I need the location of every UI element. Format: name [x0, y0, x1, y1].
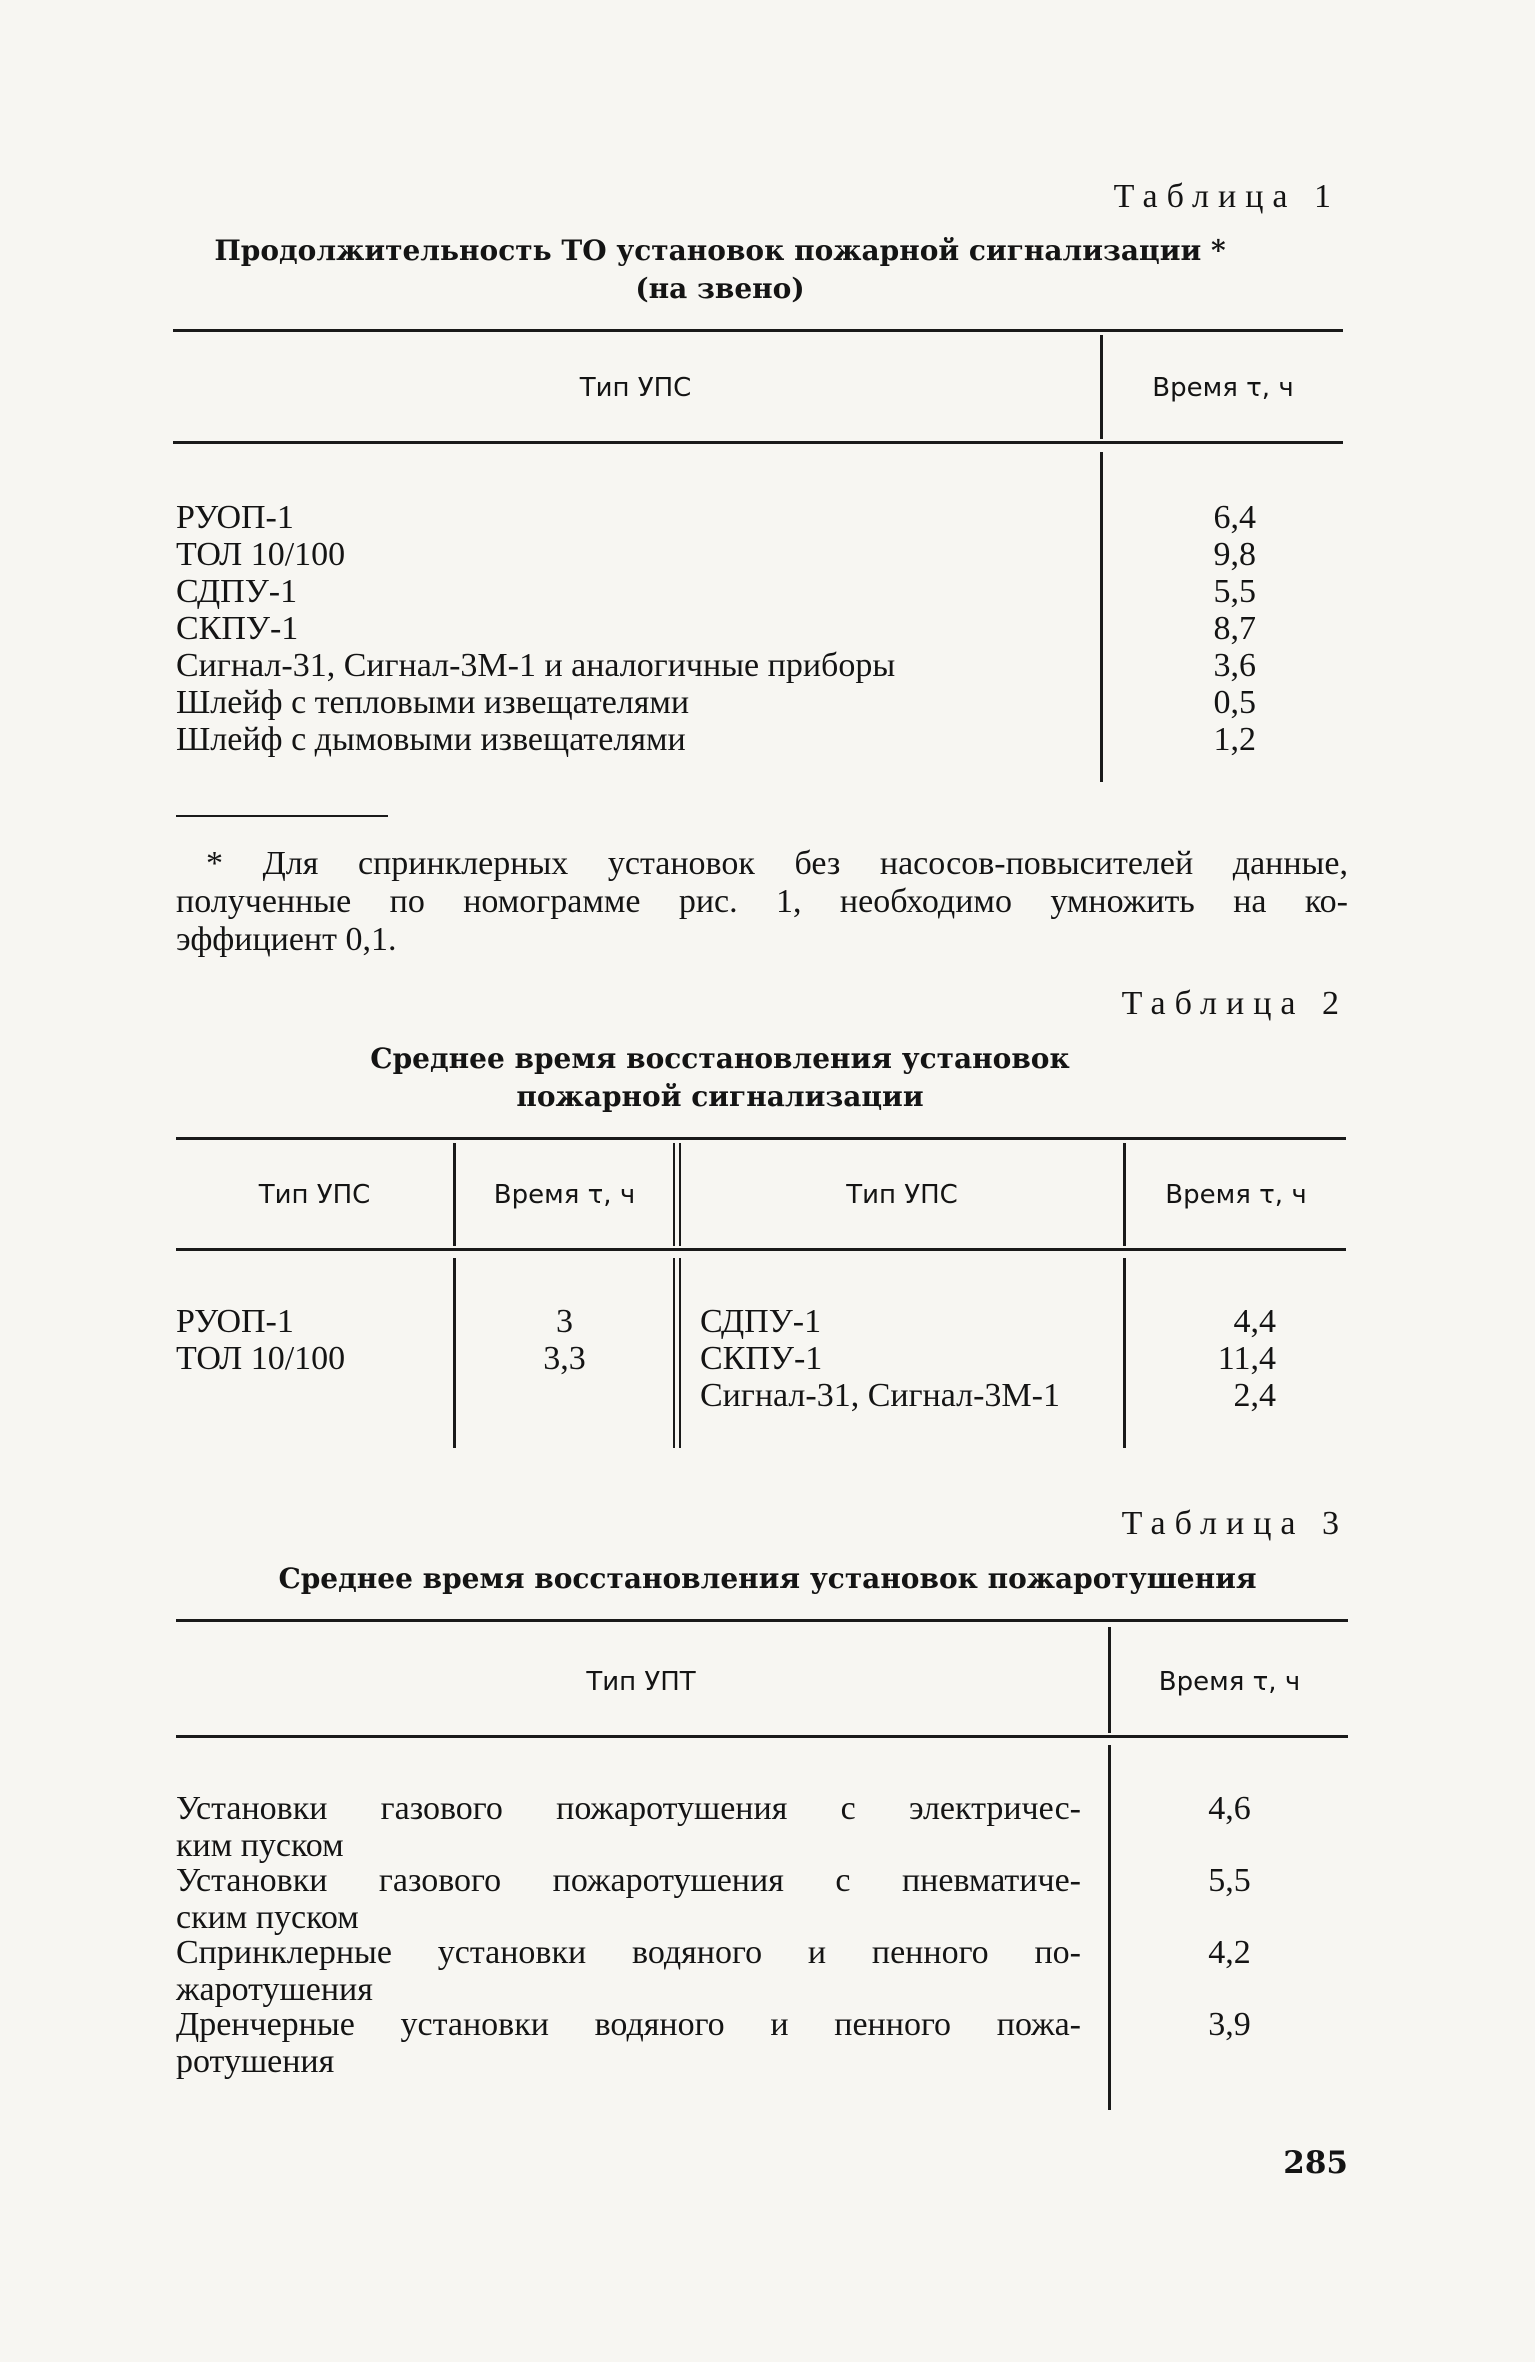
table2-col-time-header-right: Время τ, ч — [1165, 1180, 1307, 1210]
table1-row-type: Сигнал-31, Сигнал-3М-1 и аналогичные приборы — [176, 647, 896, 684]
table2-header-double-divider — [673, 1143, 681, 1246]
table1-row-time: 8,7 — [1213, 610, 1256, 647]
table3-row-time: 3,9 — [1208, 2006, 1251, 2043]
table2-body-double-divider — [673, 1258, 681, 1448]
table3-header-rule — [176, 1735, 1348, 1738]
table1-row-time: 1,2 — [1213, 721, 1256, 758]
table3-row-type-cont: жаротушения — [176, 1971, 373, 2008]
table1-row-type: Шлейф с дымовыми извещателями — [176, 721, 686, 758]
table2-row-time: 2,4 — [1233, 1377, 1276, 1414]
table1-col-time-header: Время τ, ч — [1152, 373, 1294, 403]
table2-title-line2: пожарной сигнализации — [516, 1080, 924, 1113]
table2-row-time: 4,4 — [1233, 1303, 1276, 1340]
table2-header-rule — [176, 1248, 1346, 1251]
table2-top-rule — [176, 1137, 1346, 1140]
table2-row-type: СДПУ-1 — [700, 1303, 822, 1340]
table2-row-time: 11,4 — [1217, 1340, 1276, 1377]
table1-title-line1: Продолжительность ТО установок пожарной сигнализации * — [214, 234, 1226, 267]
table1-row-type: Шлейф с тепловыми извещателями — [176, 684, 690, 721]
footnote — [176, 845, 1348, 959]
table3-row-type-cont: ским пуском — [176, 1899, 359, 1936]
table2-row-time: 3,3 — [543, 1340, 586, 1377]
table1-body-divider — [1100, 452, 1103, 782]
table1-caption: Таблица 1 — [1113, 178, 1340, 215]
table3-row-time: 4,6 — [1208, 1790, 1251, 1827]
table1-row-type: РУОП-1 — [176, 499, 294, 536]
table2-col-type-header-left: Тип УПС — [258, 1180, 371, 1210]
table3-row-time: 5,5 — [1208, 1862, 1251, 1899]
table3-row-type: Установки газового пожаротушения с электричес- — [176, 1790, 1081, 1827]
table2-col-time-header-left: Время τ, ч — [493, 1180, 636, 1210]
footnote-line: полученные по номограмме рис. 1, необходимо умножить на ко- — [176, 883, 1348, 920]
table2-body-divider — [1123, 1258, 1126, 1448]
table2-left-type-column — [176, 1303, 446, 1377]
page-number: 285 — [1283, 2145, 1348, 2181]
table3-row — [176, 1790, 1081, 1864]
table2-right-time-column — [1170, 1303, 1276, 1414]
table3-caption: Таблица 3 — [1121, 1505, 1348, 1542]
table3-row-type-cont: ким пуском — [176, 1827, 344, 1864]
table1-row-type: СКПУ-1 — [176, 610, 299, 647]
table3-row-time: 4,2 — [1208, 1934, 1251, 1971]
table3-col-time-header: Время τ, ч — [1158, 1667, 1301, 1697]
table1-row-time: 6,4 — [1213, 499, 1256, 536]
footnote-line: эффициент 0,1. — [176, 921, 397, 958]
table1-row-time: 5,5 — [1213, 573, 1256, 610]
table1-title-line2: (на звено) — [635, 272, 805, 305]
table3-row-type: Установки газового пожаротушения с пневматиче- — [176, 1862, 1081, 1899]
table1-time-column — [1150, 499, 1256, 758]
table2-left-time-column — [456, 1303, 673, 1377]
table1-row-time: 0,5 — [1213, 684, 1256, 721]
table1-row-type: ТОЛ 10/100 — [176, 536, 346, 573]
table1-top-rule — [173, 329, 1343, 332]
table2-caption: Таблица 2 — [1121, 985, 1348, 1022]
table3-row — [176, 1934, 1081, 2008]
footnote-line: * Для спринклерных установок без насосов-повысителей данные, — [206, 845, 1348, 882]
table3-row-type: Спринклерные установки водяного и пенного по- — [176, 1934, 1081, 1971]
table1-row-time: 3,6 — [1213, 647, 1256, 684]
table3-row-type-cont: ротушения — [176, 2043, 335, 2080]
table3-row — [176, 1862, 1081, 1936]
table2-title-line1: Среднее время восстановления установок — [370, 1042, 1070, 1075]
table2-row-time: 3 — [556, 1303, 573, 1340]
table2-col-type-header-right: Тип УПС — [846, 1180, 958, 1210]
table1-type-column — [176, 499, 1086, 758]
table1-col-type-header: Тип УПС — [579, 373, 692, 403]
table3-row — [176, 2006, 1081, 2080]
table3-top-rule — [176, 1619, 1348, 1622]
table2-right-type-column — [700, 1303, 1120, 1414]
table2-row-type: ТОЛ 10/100 — [176, 1340, 346, 1377]
table3-row-type: Дренчерные установки водяного и пенного пожа- — [176, 2006, 1081, 2043]
table2-row-type: РУОП-1 — [176, 1303, 294, 1340]
table3-title: Среднее время восстановления установок пожаротушения — [278, 1562, 1257, 1595]
table1-row-type: СДПУ-1 — [176, 573, 298, 610]
table1-header-rule — [173, 441, 1343, 444]
table2-row-type: СКПУ-1 — [700, 1340, 823, 1377]
table2-row-type: Сигнал-31, Сигнал-3М-1 — [700, 1377, 1060, 1414]
table1-row-time: 9,8 — [1213, 536, 1256, 573]
footnote-rule — [176, 815, 388, 817]
table3-col-type-header: Тип УПТ — [586, 1667, 696, 1697]
